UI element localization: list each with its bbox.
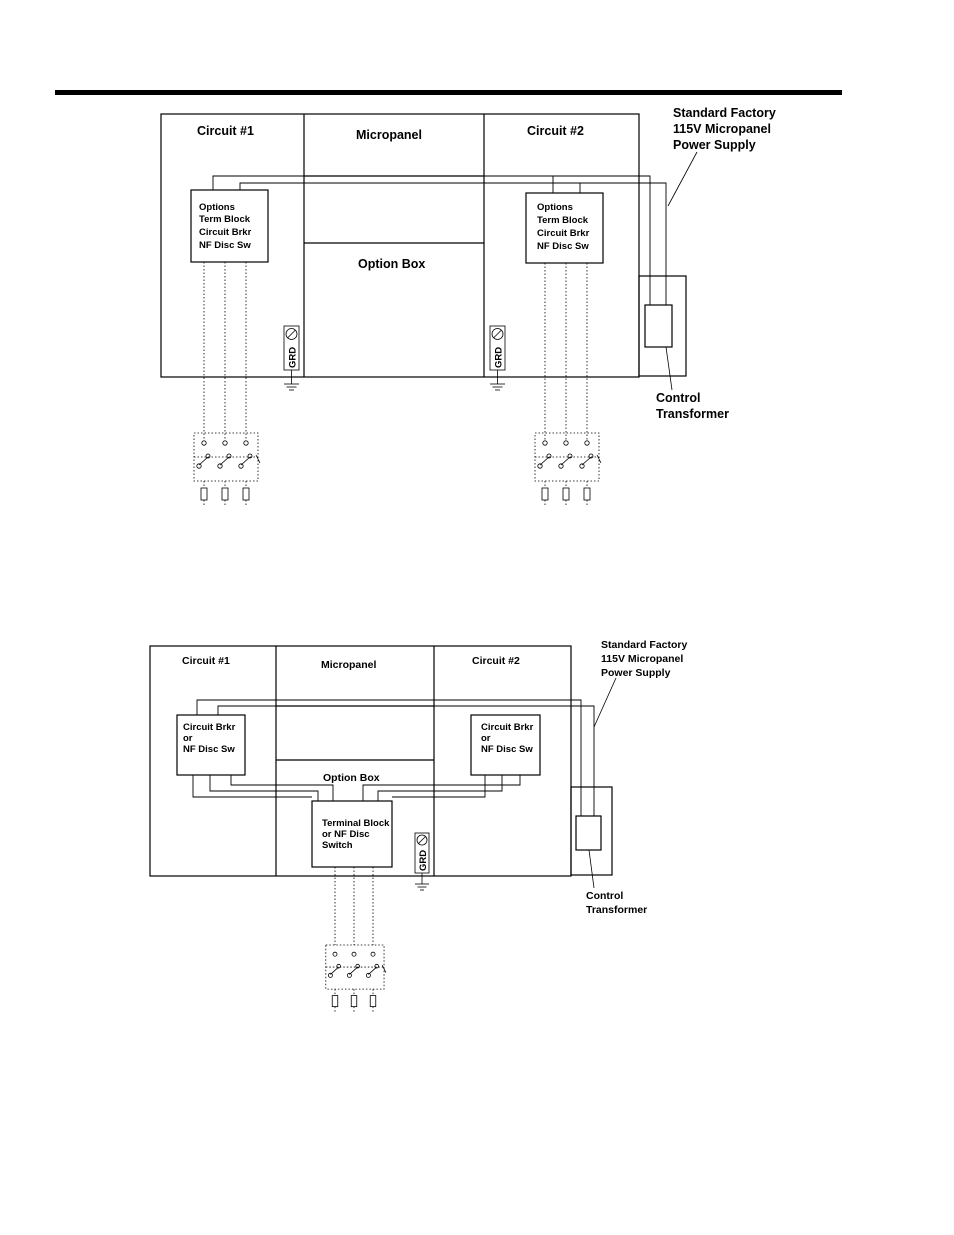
circuit-2-label: Circuit #2 <box>472 655 520 667</box>
feeder-wiring <box>193 775 312 797</box>
supply-label: Standard Factory 115V Micropanel Power Supply <box>673 106 776 152</box>
transformer-enclosure <box>571 787 612 875</box>
transformer-label: Control Transformer <box>586 890 648 916</box>
fused-disconnect-switch <box>535 433 601 507</box>
fused-disconnect-switch <box>194 433 260 507</box>
field-wiring-left <box>204 262 246 440</box>
control-transformer <box>576 816 601 850</box>
transformer-label: Control Transformer <box>656 391 729 421</box>
breaker-box-left-label: Circuit Brkr or NF Disc Sw <box>183 722 236 755</box>
micropanel-label: Micropanel <box>321 659 377 671</box>
svg-text:GRD: GRD <box>418 849 429 871</box>
transformer-leader <box>666 347 672 390</box>
ground-lug-right <box>490 326 505 390</box>
header-rule <box>55 90 842 95</box>
breaker-box-right-label: Circuit Brkr or NF Disc Sw <box>481 722 534 755</box>
circuit-1-label: Circuit #1 <box>182 655 230 667</box>
control-wiring <box>197 700 581 816</box>
options-box-right-label: Options Term Block Circuit Brkr NF Disc Sw <box>537 202 590 252</box>
control-transformer <box>645 305 672 347</box>
micropanel-label: Micropanel <box>356 128 422 142</box>
supply-label: Standard Factory 115V Micropanel Power Supply <box>601 639 688 679</box>
transformer-leader <box>589 850 594 888</box>
diagram-1 <box>161 106 779 440</box>
diagram-2 <box>150 639 690 945</box>
option-box-label: Option Box <box>323 772 380 784</box>
ground-lug <box>415 833 429 890</box>
circuit-2-label: Circuit #2 <box>527 124 584 138</box>
cabinet-2 <box>150 646 571 876</box>
feeder-wiring <box>392 775 485 797</box>
svg-text:GRD: GRD <box>287 346 299 368</box>
ground-lug-left <box>284 326 299 390</box>
supply-leader <box>668 152 697 206</box>
option-box-label: Option Box <box>358 257 426 271</box>
fused-disconnect-switch <box>326 945 386 1013</box>
transformer-enclosure <box>639 276 686 376</box>
options-box-left <box>191 190 268 262</box>
supply-leader <box>594 678 616 727</box>
control-wiring <box>218 706 594 816</box>
svg-text:GRD: GRD <box>493 346 505 368</box>
terminal-block-label: Terminal Block or NF Disc Switch <box>322 818 390 851</box>
circuit-1-label: Circuit #1 <box>197 124 254 138</box>
field-wiring-right <box>545 263 587 440</box>
field-wiring <box>335 867 373 945</box>
options-box-left-label: Options Term Block Circuit Brkr NF Disc Sw <box>199 202 252 251</box>
